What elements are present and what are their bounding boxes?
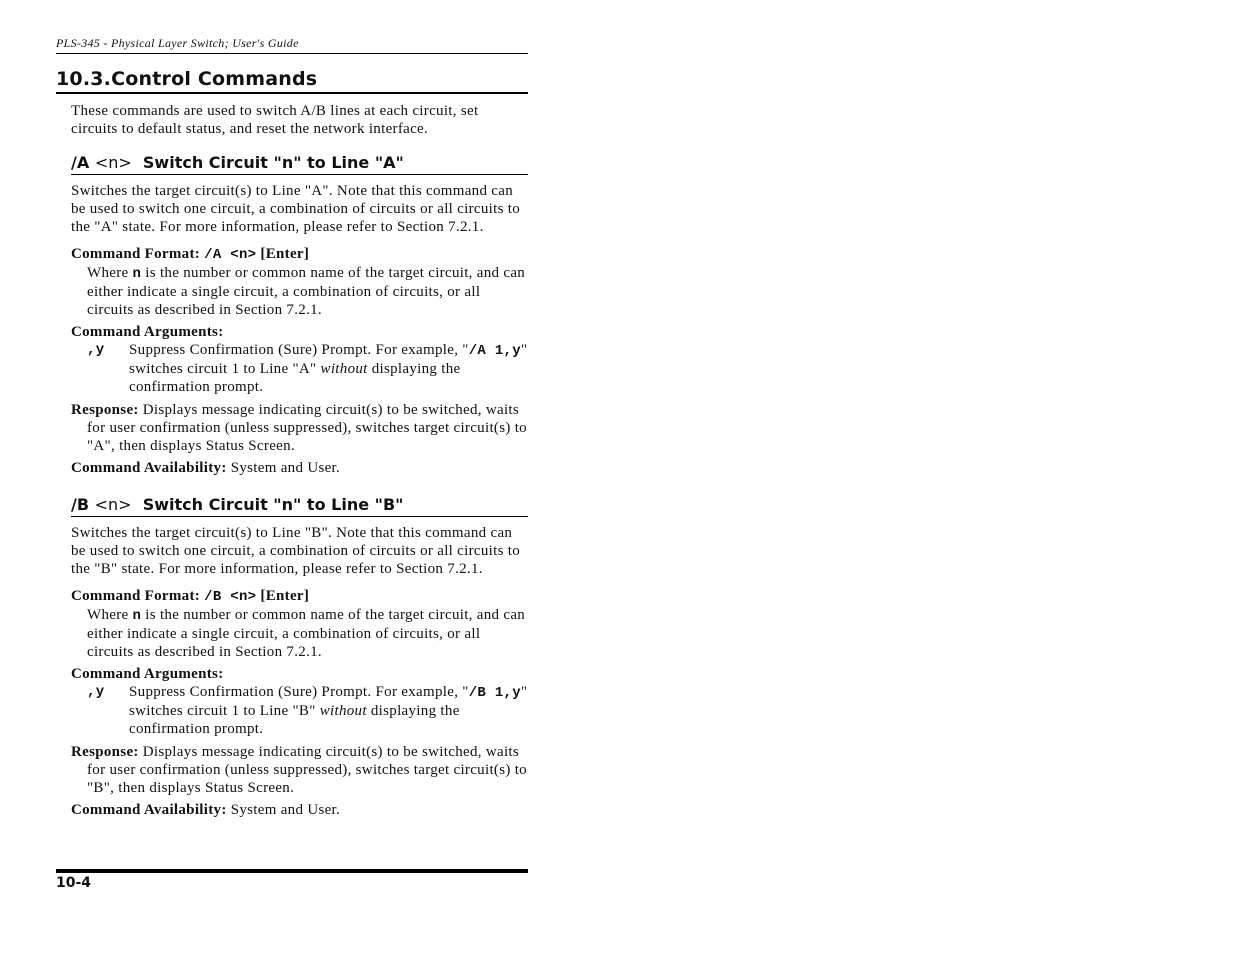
cmd-b-format-label: Command Format: (71, 588, 201, 604)
cmd-a-heading-cmd: /A (71, 153, 90, 172)
cmd-a-avail-label: Command Availability: (71, 460, 227, 476)
cmd-a-description: Switches the target circuit(s) to Line "A". Note that this command can be used to switch one circuit, a combination of circuits or all circuits to the "A" state. For more information, please refer to Section 7.2.1. (71, 183, 521, 235)
cmd-b-arg-desc: Suppress Confirmation (Sure) Prompt. For example, "/B 1,y" switches circuit 1 to Line "B" without displaying the confirmation prompt. (129, 684, 528, 737)
cmd-b-arg-text3: displaying the confirmation prompt. (129, 703, 460, 737)
cmd-b-heading-arg: <n> (94, 495, 132, 514)
cmd-b-description: Switches the target circuit(s) to Line "B". Note that this command can be used to switch one circuit, a combination of circuits or all circuits to the "B" state. For more information, please refer to Section 7.2.1. (71, 525, 521, 577)
cmd-b-response (71, 743, 528, 797)
cmd-a-availability (71, 459, 528, 477)
cmd-b-arg-italic: without (319, 703, 367, 719)
cmd-b-args-label-text: Command Arguments: (71, 666, 224, 682)
cmd-a-heading-text: Switch Circuit "n" to Line "A" (142, 153, 404, 172)
cmd-b-avail-text: System and User. (230, 802, 341, 818)
cmd-b-where-post: is the number or common name of the target circuit, and can either indicate a single circuit, a combination of circuits, or all circuits as described in Section 7.2.1. (87, 607, 526, 660)
cmd-a-response (71, 401, 528, 455)
cmd-a-arg-text2: switches circuit 1 to Line "A" (129, 361, 317, 377)
cmd-a-arg-italic: without (320, 361, 368, 377)
cmd-b-format-cmd: /B <n> (204, 589, 257, 605)
cmd-b-arg-text2: switches circuit 1 to Line "B" (129, 703, 316, 719)
cmd-b-heading-text: Switch Circuit "n" to Line "B" (142, 495, 404, 514)
cmd-a-heading (71, 153, 528, 175)
cmd-a-where (87, 264, 528, 319)
cmd-b-arg-example: /B 1,y (468, 685, 521, 701)
document-page (56, 30, 528, 819)
cmd-b-format (71, 587, 528, 606)
cmd-a-args-label-text: Command Arguments: (71, 324, 224, 340)
cmd-b-avail-label: Command Availability: (71, 802, 227, 818)
cmd-b-where-n: n (132, 608, 142, 624)
section-title (56, 68, 528, 94)
cmd-b-response-label: Response: (71, 744, 139, 760)
cmd-a-arg-text3: displaying the confirmation prompt. (129, 361, 461, 395)
cmd-a-heading-arg: <n> (94, 153, 132, 172)
section-number: 10.3. (56, 68, 112, 90)
cmd-a-where-n: n (132, 266, 142, 282)
cmd-a-where-pre: Where (87, 265, 129, 281)
cmd-a-format-label: Command Format: (71, 246, 201, 262)
cmd-a-where-post: is the number or common name of the target circuit, and can either indicate a single circuit, a combination of circuits, or all circuits as described in Section 7.2.1. (87, 265, 526, 318)
footer-rule (56, 869, 528, 873)
cmd-a-arg-desc: Suppress Confirmation (Sure) Prompt. For example, "/A 1,y" switches circuit 1 to Line "A" without displaying the confirmation prompt. (129, 342, 528, 395)
cmd-a-format (71, 245, 528, 264)
cmd-b-heading-cmd: /B (71, 495, 90, 514)
cmd-b-arg-key: ,y (87, 684, 105, 700)
cmd-a-arg-row (87, 341, 528, 396)
cmd-a-format-cmd: /A <n> (204, 247, 257, 263)
cmd-a-response-text: Displays message indicating circuit(s) to be switched, waits for user confirmation (unless suppressed), switches target circuit(s) to "A", then displays Status Screen. (87, 402, 527, 454)
cmd-a-args-label (71, 323, 528, 341)
cmd-a-arg-text1: Suppress Confirmation (Sure) Prompt. For example, (129, 342, 459, 358)
running-header: PLS-345 - Physical Layer Switch; User's Guide (56, 30, 528, 54)
cmd-b-format-enter: [Enter] (260, 588, 310, 604)
cmd-b-response-text: Displays message indicating circuit(s) to be switched, waits for user confirmation (unless suppressed), switches target circuit(s) to "B", then displays Status Screen. (87, 744, 527, 796)
cmd-b-heading (71, 495, 528, 517)
cmd-a-format-enter: [Enter] (260, 246, 310, 262)
cmd-a-response-label: Response: (71, 402, 139, 418)
cmd-b-where-pre: Where (87, 607, 129, 623)
cmd-a-arg-example: /A 1,y (468, 343, 521, 359)
page-number: 10-4 (56, 875, 92, 891)
cmd-b-arg-text1: Suppress Confirmation (Sure) Prompt. For example, (129, 684, 459, 700)
section-title-text: Control Commands (111, 68, 318, 90)
cmd-b-where (87, 606, 528, 661)
cmd-a-avail-text: System and User. (230, 460, 341, 476)
cmd-b-arg-row (87, 683, 528, 738)
section-intro: These commands are used to switch A/B lines at each circuit, set circuits to default status, and reset the network interface. (71, 103, 479, 137)
cmd-b-args-label (71, 665, 528, 683)
cmd-b-availability (71, 801, 528, 819)
cmd-a-arg-key: ,y (87, 342, 105, 358)
